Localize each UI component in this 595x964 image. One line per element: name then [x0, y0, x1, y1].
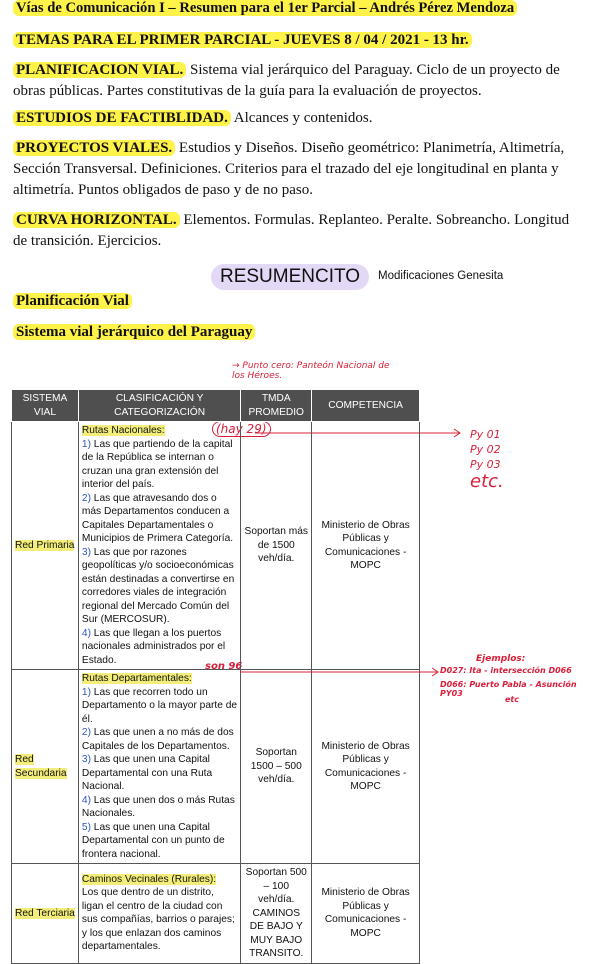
topic-name: PROYECTOS VIALES.	[13, 140, 175, 156]
row-title: Rutas Departamentales:	[81, 673, 192, 684]
section-planificacion-text: Planificación Vial	[13, 293, 132, 309]
section-sistema-text: Sistema vial jerárquico del Paraguay	[13, 324, 255, 340]
section-sistema	[13, 324, 255, 341]
topic-text: Alcances y contenidos.	[230, 110, 373, 126]
col-clasificacion: CLASIFICACIÓN Y CATEGORIZACIÓN	[78, 390, 240, 422]
sistema-label: Red Terciaria	[15, 907, 75, 919]
competencia-cell: Ministerio de Obras Públicas y Comunicaciones - MOPC	[312, 670, 420, 864]
col-competencia: COMPETENCIA	[312, 390, 420, 422]
py-item: Py 03	[470, 458, 501, 471]
topic-proyectos	[13, 138, 585, 201]
competencia-cell: Ministerio de Obras Públicas y Comunicaciones - MOPC	[312, 864, 420, 964]
py-item: Py 02	[470, 443, 501, 456]
topic-name: PLANIFICACION VIAL.	[13, 62, 186, 78]
sistema-label: Red Primaria	[15, 539, 75, 551]
list-item: 2) Las que unen a no más de dos Capitales de los Departamentos.	[81, 727, 234, 752]
clasificacion-cell	[78, 864, 240, 964]
list-item: 2) Las que atravesando dos o más Departamentos conducen a Capitales Departamentales o Municipios de Primera Categoría.	[81, 492, 234, 544]
topic-estudios	[13, 108, 585, 129]
doc-title	[13, 0, 585, 19]
temas-heading	[13, 30, 585, 51]
tmda-cell: Soportan 1500 – 500 veh/día.	[241, 670, 312, 864]
sistema-cell	[12, 422, 79, 670]
col-sistema: SISTEMA VIAL	[12, 390, 79, 422]
table-row	[12, 864, 420, 964]
section-planificacion	[13, 293, 132, 310]
py-list	[470, 427, 504, 492]
list-item: 5) Las que unen una Capital Departamental con un punto de frontera nacional.	[81, 821, 225, 860]
resumen-badge: RESUMENCITO	[211, 264, 369, 290]
ejemplo-2: D066: Puerto Pabla - Asunción PY03	[440, 680, 577, 698]
tmda-cell: Soportan 500 – 100 veh/día. CAMINOS DE BAJO Y MUY BAJO TRANSITO.	[241, 864, 312, 964]
topic-curva	[13, 210, 585, 252]
punto-cero-note: → Punto cero: Panteón Nacional de los Héroes.	[232, 361, 390, 381]
sistema-cell	[12, 670, 79, 864]
temas-text: TEMAS PARA EL PRIMER PARCIAL - JUEVES 8 / 04 / 2021 - 13 hr.	[13, 32, 472, 48]
col-tmda: TMDA PROMEDIO	[241, 390, 312, 422]
ejemplo-1: D027: Ita - intersección D066	[440, 666, 572, 675]
sistema-cell	[12, 864, 79, 964]
competencia-cell: Ministerio de Obras Públicas y Comunicaciones - MOPC	[312, 422, 420, 670]
list-item: 4) Las que unen dos o más Rutas Nacionales.	[81, 794, 235, 819]
topic-name: ESTUDIOS DE FACTIBLIDAD.	[13, 110, 231, 126]
list-item: 1) Las que recorren todo un Departamento o la mayor parte de él.	[81, 686, 238, 725]
sistema-label: Red Secundaria	[15, 754, 67, 779]
table-header-row	[12, 390, 420, 422]
table-row	[12, 670, 420, 864]
row-title: Caminos Vecinales (Rurales):	[81, 873, 217, 885]
topic-text: Sistema vial jerárquico del Paraguay. Ciclo de un proyecto de obras públicas. Partes constitutivas de la guía para la evaluación de proyectos.	[13, 62, 560, 99]
py-item: Py 01	[470, 428, 501, 441]
son-note: son 96	[205, 661, 243, 672]
py-item: etc.	[470, 471, 504, 492]
list-item: 1) Las que partiendo de la capital de la República se internan o cruzan una gran extensión del interior del país.	[81, 438, 233, 490]
list-item: 3) Las que unen una Capital Departamental con una Ruta Nacional.	[81, 754, 213, 792]
list-item: 3) Las que por razones geopolíticas y/o socioeconómicas están destinadas a convertirse en corredores viales de integración regional del Mercado Común del Sur (MERCOSUR).	[81, 546, 235, 625]
clasificacion-cell	[78, 670, 240, 864]
doc-title-text: Vías de Comunicación I – Resumen para el 1er Parcial – Andrés Pérez Mendoza	[13, 0, 517, 16]
list-item: 4) Las que llegan a los puertos nacionales administrados por el Estado.	[81, 627, 226, 666]
row-title: Rutas Nacionales:	[81, 425, 165, 436]
table-row	[12, 422, 420, 670]
topic-planificacion	[13, 60, 585, 102]
topic-text: Estudios y Diseños. Diseño geométrico: Planimetría, Altimetría, Sección Transversal. Definiciones. Criterios para el trazado del eje longitudinal en planta y altimetría. Puntos obligados de paso y de no paso.	[13, 140, 565, 198]
topic-text: Elementos. Formulas. Replanteo. Peralte. Sobreancho. Longitud de transición. Ejercicios.	[13, 212, 570, 249]
row-body: Los que dentro de un distrito, ligan el centro de la ciudad con sus compañías, barrios o parajes; y los que enlazan dos caminos departamentales.	[81, 887, 235, 953]
modificaciones-note: Modificaciones Genesita	[378, 270, 504, 282]
tmda-cell: Soportan más de 1500 veh/día.	[241, 422, 312, 670]
ejemplos-label: Ejemplos:	[476, 654, 526, 664]
hay-note: (hay 29)	[212, 421, 271, 437]
ejemplo-etc: etc	[505, 695, 519, 704]
sistema-vial-table	[11, 389, 420, 964]
topic-name: CURVA HORIZONTAL.	[13, 212, 180, 228]
